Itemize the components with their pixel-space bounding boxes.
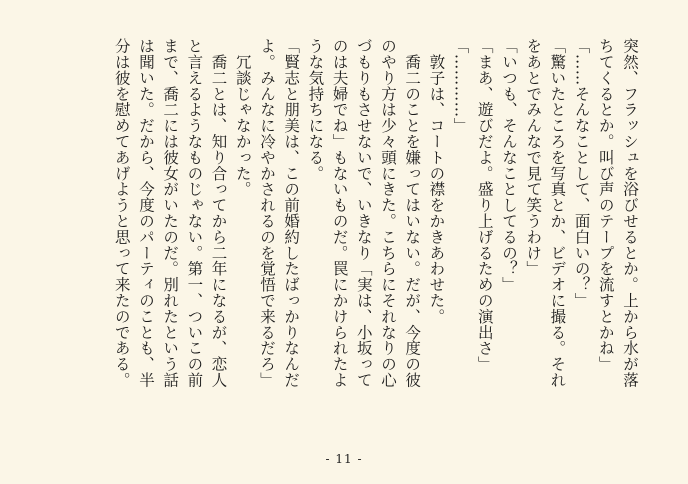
text-line: まで、喬二には彼女がいたのだ。別れたという話 <box>161 38 180 388</box>
text-line: のやり方は少々頭にきた。こちらにそれなりの心 <box>378 38 397 388</box>
text-line: 冗談じゃなかった。 <box>233 38 252 197</box>
text-line: のは夫婦でね」もないものだ。罠にかけられたよ <box>330 38 349 388</box>
text-line: 喬二のことを嫌ってはいない。だが、今度の彼 <box>403 38 422 388</box>
text-line: 分は彼を慰めてあげようと思って来たのである。 <box>112 38 131 388</box>
text-line: 「…………」 <box>451 38 470 134</box>
text-line: 「……そんなことして、面白いの？」 <box>572 38 591 309</box>
text-line: うな気持ちになる。 <box>306 38 325 182</box>
text-line: と言えるようなものじゃない。第一、ついこの前 <box>185 38 204 388</box>
text-line: 「いつも、そんなことしてるの？」 <box>499 38 518 293</box>
text-line: ちてくるとか。叫び声のテープを流すとかね」 <box>596 38 615 372</box>
text-line: 敦子は、コートの襟をかきあわせた。 <box>427 38 446 325</box>
text-line: をあとでみんなで見て笑うわけ」 <box>524 38 543 277</box>
text-line: 「まあ、遊びだよ。盛り上げるための演出さ」 <box>475 38 494 372</box>
text-line: 突然、フラッシュを浴びせるとか。上から水が落 <box>621 38 639 388</box>
text-line: 「賢志と朋美は、この前婚約したばっかりなんだ <box>282 38 301 388</box>
text-line: 「驚いたところを写真とか、ビデオに撮る。それ <box>548 38 567 388</box>
text-line: 喬二とは、知り合ってから二年になるが、恋人 <box>209 38 228 388</box>
text-line: よ。みんなに冷やかされるのを覚悟で来るだろ」 <box>257 38 276 388</box>
text-line: は聞いた。だから、今度のパーティのことも、半 <box>136 38 155 388</box>
page-number: - 11 - <box>325 452 363 466</box>
vertical-text-body <box>110 38 642 432</box>
text-line: づもりもさせないで、いきなり「実は、小坂って <box>354 38 373 388</box>
